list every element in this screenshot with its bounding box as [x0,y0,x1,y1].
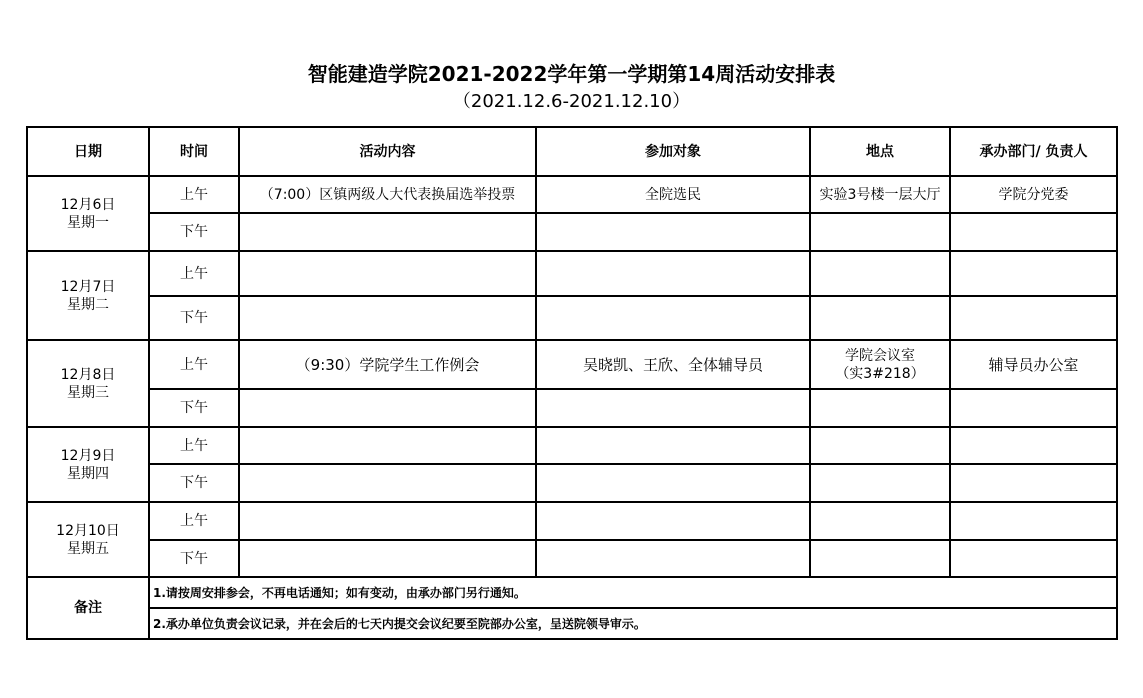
activity-participants [536,464,810,502]
day-cell-fri [27,502,149,577]
day-cell-tue [27,251,149,340]
activity-organizer [950,502,1117,540]
period-am: 上午 [149,427,239,464]
activity-content [239,213,536,251]
activity-participants [536,296,810,340]
page-title: 智能建造学院2021-2022学年第一学期第14周活动安排表 [307,62,836,86]
table-row [27,213,1117,251]
header-organizer: 承办部门/ 负责人 [950,127,1117,176]
day-date: 12月9日 [60,447,116,464]
activity-location [810,296,950,340]
period-pm: 下午 [149,464,239,502]
activity-content [239,540,536,577]
day-weekday: 星期三 [67,384,109,401]
activity-location [810,502,950,540]
day-date: 12月7日 [60,278,116,295]
notes-row [27,608,1117,639]
table-row [27,296,1117,340]
table-row [27,389,1117,427]
period-pm: 下午 [149,389,239,427]
day-weekday: 星期二 [67,296,109,313]
period-am: 上午 [149,340,239,389]
day-cell-wed [27,340,149,427]
activity-content [239,464,536,502]
activity-organizer [950,464,1117,502]
period-am: 上午 [149,502,239,540]
activity-participants: 全院选民 [536,176,810,213]
header-row [27,127,1117,176]
day-date: 12月6日 [60,196,116,213]
activity-participants [536,213,810,251]
period-pm: 下午 [149,296,239,340]
notes-row [27,577,1117,608]
activity-location [810,464,950,502]
day-date: 12月10日 [56,522,120,539]
period-pm: 下午 [149,213,239,251]
activity-organizer: 辅导员办公室 [950,340,1117,389]
table-row [27,502,1117,540]
activity-participants [536,427,810,464]
activity-participants [536,540,810,577]
activity-location [810,389,950,427]
notes-label: 备注 [27,577,149,639]
period-am: 上午 [149,176,239,213]
activity-location [810,540,950,577]
activity-participants [536,251,810,296]
note-line-2: 2.承办单位负责会议记录，并在会后的七天内提交会议纪要至院部办公室，呈送院领导审示。 [149,608,1117,639]
table-row [27,427,1117,464]
activity-content [239,251,536,296]
table-row [27,176,1117,213]
activity-content [239,389,536,427]
page-subtitle: （2021.12.6-2021.12.10） [452,91,691,112]
header-time: 时间 [149,127,239,176]
activity-participants [536,389,810,427]
activity-location [810,340,950,389]
table-row [27,251,1117,296]
day-weekday: 星期一 [67,214,109,231]
activity-organizer [950,427,1117,464]
schedule-table [26,126,1118,640]
activity-content: （7:00）区镇两级人大代表换届选举投票 [239,176,536,213]
activity-organizer: 学院分党委 [950,176,1117,213]
header-participants: 参加对象 [536,127,810,176]
activity-organizer [950,540,1117,577]
day-weekday: 星期四 [67,465,109,482]
day-cell-mon [27,176,149,251]
location-line-2: （实3#218） [835,365,925,382]
header-date: 日期 [27,127,149,176]
activity-organizer [950,213,1117,251]
period-pm: 下午 [149,540,239,577]
table-row [27,464,1117,502]
activity-participants [536,502,810,540]
activity-location [810,251,950,296]
activity-location [810,213,950,251]
header-location: 地点 [810,127,950,176]
table-row [27,540,1117,577]
day-cell-thu [27,427,149,502]
activity-location [810,427,950,464]
day-weekday: 星期五 [67,540,109,557]
day-date: 12月8日 [60,366,116,383]
table-row [27,340,1117,389]
activity-participants: 吴晓凯、王欣、全体辅导员 [536,340,810,389]
activity-content [239,502,536,540]
note-line-1: 1.请按周安排参会，不再电话通知；如有变动，由承办部门另行通知。 [149,577,1117,608]
activity-location: 实验3号楼一层大厅 [810,176,950,213]
location-line-1: 学院会议室 [845,347,915,364]
header-content: 活动内容 [239,127,536,176]
activity-content [239,296,536,340]
activity-content [239,427,536,464]
activity-organizer [950,251,1117,296]
period-am: 上午 [149,251,239,296]
activity-organizer [950,296,1117,340]
activity-organizer [950,389,1117,427]
activity-content: （9:30）学院学生工作例会 [239,340,536,389]
